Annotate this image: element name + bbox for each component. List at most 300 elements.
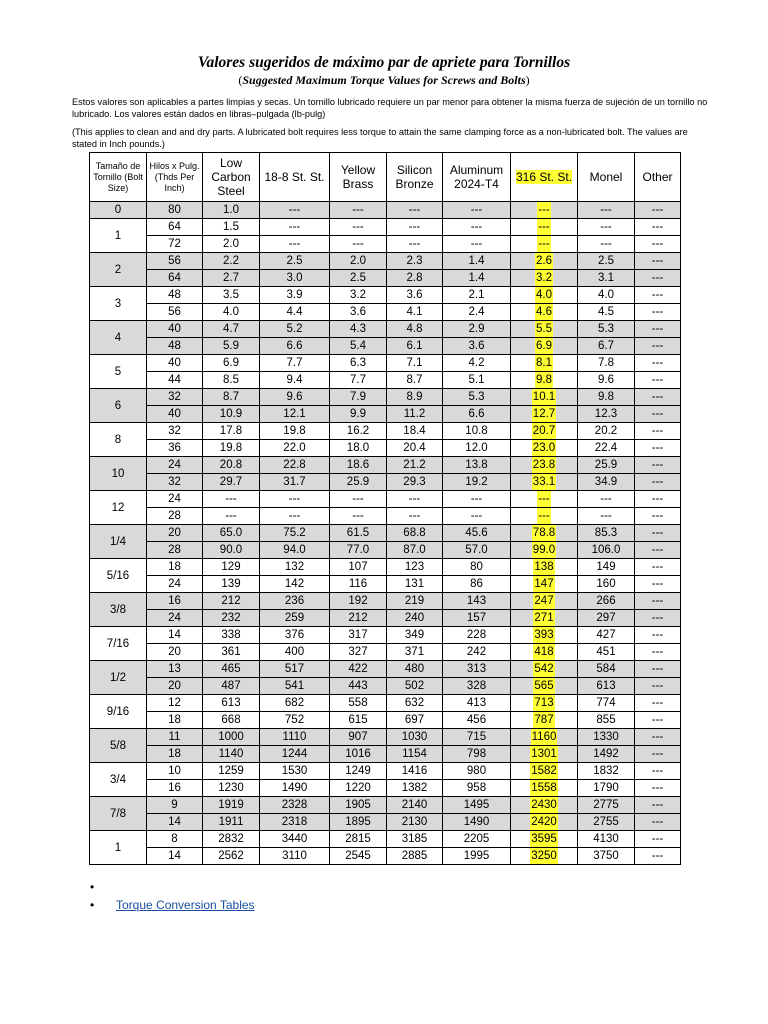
table-cell-316 <box>511 304 578 321</box>
table-cell: 77.0 <box>330 542 387 559</box>
bolt-size-cell: 8 <box>90 423 147 457</box>
table-cell-316 <box>511 661 578 678</box>
table-cell: 116 <box>330 576 387 593</box>
table-row <box>90 831 681 848</box>
table-row <box>90 780 681 797</box>
table-cell: 212 <box>330 610 387 627</box>
table-cell: 1030 <box>387 729 443 746</box>
threads-cell: 12 <box>147 695 203 712</box>
header-18-8-stainless: 18-8 St. St. <box>260 153 330 202</box>
table-cell: --- <box>635 661 681 678</box>
highlighted-value: 3.2 <box>536 272 552 284</box>
table-cell: --- <box>635 644 681 661</box>
threads-cell: 18 <box>147 746 203 763</box>
table-cell: 19.8 <box>203 440 260 457</box>
table-cell: 2130 <box>387 814 443 831</box>
table-cell: 2885 <box>387 848 443 865</box>
threads-cell: 28 <box>147 542 203 559</box>
table-cell: 21.2 <box>387 457 443 474</box>
table-cell: 451 <box>578 644 635 661</box>
table-cell: 1016 <box>330 746 387 763</box>
table-cell: 2140 <box>387 797 443 814</box>
table-cell: 8.7 <box>203 389 260 406</box>
table-cell: --- <box>635 763 681 780</box>
threads-cell: 9 <box>147 797 203 814</box>
table-cell-316 <box>511 763 578 780</box>
table-cell: --- <box>635 729 681 746</box>
highlighted-value: 20.7 <box>532 425 556 437</box>
table-cell: 4.0 <box>203 304 260 321</box>
table-cell: 3185 <box>387 831 443 848</box>
table-cell-316 <box>511 831 578 848</box>
table-cell: --- <box>443 508 511 525</box>
threads-cell: 24 <box>147 576 203 593</box>
bolt-size-cell: 3/8 <box>90 593 147 627</box>
bolt-size-cell: 3/4 <box>90 763 147 797</box>
page-subtitle: (Suggested Maximum Torque Values for Screws and Bolts) <box>238 73 530 87</box>
highlighted-value: 138 <box>534 561 554 573</box>
table-cell: 29.3 <box>387 474 443 491</box>
table-cell: 9.8 <box>578 389 635 406</box>
table-cell: 1905 <box>330 797 387 814</box>
header-threads-per-inch: Hilos x Pulg. (Thds Per Inch) <box>147 153 203 202</box>
bolt-size-cell: 1/4 <box>90 525 147 559</box>
note-english: (This applies to clean and and dry parts. A lubricated bolt requires less torque to attain the same clamping force as a non-lubricated bolt. The values are stated in Inch pounds.) <box>72 127 688 150</box>
table-cell-316 <box>511 780 578 797</box>
table-cell: 10.8 <box>443 423 511 440</box>
table-cell: 25.9 <box>578 457 635 474</box>
highlighted-value: 271 <box>534 612 554 624</box>
table-cell: 19.2 <box>443 474 511 491</box>
table-cell: 4.4 <box>260 304 330 321</box>
table-cell: 143 <box>443 593 511 610</box>
threads-cell: 20 <box>147 678 203 695</box>
highlighted-value: 247 <box>534 595 554 607</box>
table-cell: --- <box>443 202 511 219</box>
table-row <box>90 236 681 253</box>
highlighted-value: 3595 <box>531 833 557 845</box>
table-row <box>90 287 681 304</box>
table-cell: 2.9 <box>443 321 511 338</box>
table-cell-316 <box>511 236 578 253</box>
table-cell: 9.9 <box>330 406 387 423</box>
table-cell: 7.8 <box>578 355 635 372</box>
table-cell: --- <box>635 270 681 287</box>
table-cell: 157 <box>443 610 511 627</box>
table-cell: 427 <box>578 627 635 644</box>
table-cell: --- <box>635 406 681 423</box>
table-cell: 376 <box>260 627 330 644</box>
table-cell: 192 <box>330 593 387 610</box>
table-cell: 106.0 <box>578 542 635 559</box>
threads-cell: 14 <box>147 848 203 865</box>
table-cell: 2832 <box>203 831 260 848</box>
table-cell: --- <box>635 355 681 372</box>
bolt-size-cell: 12 <box>90 491 147 525</box>
table-cell: 94.0 <box>260 542 330 559</box>
table-cell: --- <box>387 236 443 253</box>
torque-conversion-link[interactable]: Torque Conversion Tables <box>116 898 255 912</box>
table-cell: 236 <box>260 593 330 610</box>
table-row <box>90 457 681 474</box>
table-row <box>90 491 681 508</box>
table-header-row <box>90 153 681 202</box>
header-aluminum: Aluminum 2024-T4 <box>443 153 511 202</box>
table-cell: 75.2 <box>260 525 330 542</box>
table-cell: --- <box>443 491 511 508</box>
table-row <box>90 848 681 865</box>
table-cell: 1244 <box>260 746 330 763</box>
table-cell: 3.2 <box>330 287 387 304</box>
table-cell: 57.0 <box>443 542 511 559</box>
bolt-size-cell: 9/16 <box>90 695 147 729</box>
table-cell: --- <box>387 219 443 236</box>
table-cell: --- <box>635 627 681 644</box>
bolt-size-cell: 1 <box>90 831 147 865</box>
table-cell: 5.9 <box>203 338 260 355</box>
table-cell: 907 <box>330 729 387 746</box>
table-cell: 8.7 <box>387 372 443 389</box>
highlighted-value: 9.8 <box>536 374 552 386</box>
bolt-size-cell: 1/2 <box>90 661 147 695</box>
table-cell: --- <box>635 746 681 763</box>
highlighted-value: 1160 <box>531 731 557 743</box>
table-cell-316 <box>511 559 578 576</box>
highlighted-value: 418 <box>534 646 554 658</box>
table-cell: --- <box>578 491 635 508</box>
table-cell: --- <box>330 219 387 236</box>
table-cell: --- <box>635 848 681 865</box>
table-cell: 798 <box>443 746 511 763</box>
table-cell: 682 <box>260 695 330 712</box>
table-cell: 4.2 <box>443 355 511 372</box>
table-cell: 31.7 <box>260 474 330 491</box>
table-cell: 413 <box>443 695 511 712</box>
highlighted-value: 1301 <box>531 748 557 760</box>
table-row <box>90 627 681 644</box>
table-cell: 584 <box>578 661 635 678</box>
table-cell: --- <box>635 678 681 695</box>
table-cell-316 <box>511 287 578 304</box>
table-cell: 3440 <box>260 831 330 848</box>
threads-cell: 8 <box>147 831 203 848</box>
highlighted-value: --- <box>538 204 550 216</box>
table-body <box>90 202 681 865</box>
table-cell-316 <box>511 457 578 474</box>
table-cell: 6.1 <box>387 338 443 355</box>
table-cell: 5.4 <box>330 338 387 355</box>
table-cell-316 <box>511 593 578 610</box>
table-cell: --- <box>635 491 681 508</box>
bolt-size-cell: 7/16 <box>90 627 147 661</box>
threads-cell: 72 <box>147 236 203 253</box>
table-cell-316 <box>511 797 578 814</box>
table-cell-316 <box>511 491 578 508</box>
table-cell: 142 <box>260 576 330 593</box>
table-cell: --- <box>635 780 681 797</box>
highlighted-value: --- <box>538 238 550 250</box>
table-cell: 12.3 <box>578 406 635 423</box>
table-cell: 65.0 <box>203 525 260 542</box>
torque-table <box>89 152 681 865</box>
table-cell: 1911 <box>203 814 260 831</box>
highlighted-value: --- <box>538 510 550 522</box>
table-cell-316 <box>511 712 578 729</box>
table-row <box>90 576 681 593</box>
table-cell: 697 <box>387 712 443 729</box>
bolt-size-cell: 0 <box>90 202 147 219</box>
header-yellow-brass: Yellow Brass <box>330 153 387 202</box>
bolt-size-cell: 2 <box>90 253 147 287</box>
highlighted-value: 542 <box>534 663 554 675</box>
table-cell: --- <box>387 491 443 508</box>
highlighted-value: 787 <box>534 714 554 726</box>
threads-cell: 40 <box>147 321 203 338</box>
table-cell: --- <box>387 508 443 525</box>
table-cell: 139 <box>203 576 260 593</box>
table-cell: 85.3 <box>578 525 635 542</box>
highlighted-value: 6.9 <box>536 340 552 352</box>
table-cell-316 <box>511 202 578 219</box>
table-cell: 12.1 <box>260 406 330 423</box>
bolt-size-cell: 10 <box>90 457 147 491</box>
table-row <box>90 474 681 491</box>
table-cell-316 <box>511 338 578 355</box>
table-cell: 2.0 <box>203 236 260 253</box>
highlighted-value: 33.1 <box>532 476 556 488</box>
table-cell: 1490 <box>260 780 330 797</box>
table-cell: 7.7 <box>260 355 330 372</box>
threads-cell: 14 <box>147 627 203 644</box>
table-row <box>90 219 681 236</box>
table-cell: 1000 <box>203 729 260 746</box>
table-cell: --- <box>635 695 681 712</box>
highlighted-value: 147 <box>534 578 554 590</box>
threads-cell: 80 <box>147 202 203 219</box>
table-row <box>90 304 681 321</box>
table-cell-316 <box>511 355 578 372</box>
table-cell: 87.0 <box>387 542 443 559</box>
table-cell-316 <box>511 729 578 746</box>
table-cell-316 <box>511 219 578 236</box>
threads-cell: 18 <box>147 712 203 729</box>
table-cell-316 <box>511 372 578 389</box>
table-cell: --- <box>635 287 681 304</box>
table-cell-316 <box>511 389 578 406</box>
table-cell: 361 <box>203 644 260 661</box>
table-cell: 317 <box>330 627 387 644</box>
table-cell: 9.6 <box>578 372 635 389</box>
table-cell: 3110 <box>260 848 330 865</box>
table-row <box>90 440 681 457</box>
table-cell: 632 <box>387 695 443 712</box>
table-cell-316 <box>511 848 578 865</box>
table-cell: 160 <box>578 576 635 593</box>
highlighted-value: 23.8 <box>532 459 556 471</box>
table-cell: 123 <box>387 559 443 576</box>
table-row <box>90 610 681 627</box>
table-cell: 2755 <box>578 814 635 831</box>
table-cell: 228 <box>443 627 511 644</box>
highlighted-value: 393 <box>534 629 554 641</box>
table-cell: 2328 <box>260 797 330 814</box>
highlighted-value: 565 <box>534 680 554 692</box>
table-cell: 1.4 <box>443 270 511 287</box>
table-cell: --- <box>635 202 681 219</box>
table-cell: 517 <box>260 661 330 678</box>
table-cell: 2815 <box>330 831 387 848</box>
table-cell-316 <box>511 508 578 525</box>
highlighted-value: 3250 <box>531 850 557 862</box>
highlighted-value: 99.0 <box>532 544 556 556</box>
table-cell: 1.5 <box>203 219 260 236</box>
table-cell: --- <box>635 423 681 440</box>
table-cell: --- <box>330 202 387 219</box>
table-cell: --- <box>635 474 681 491</box>
highlighted-value: --- <box>538 221 550 233</box>
highlighted-value: 12.7 <box>532 408 556 420</box>
threads-cell: 16 <box>147 593 203 610</box>
threads-cell: 13 <box>147 661 203 678</box>
threads-cell: 44 <box>147 372 203 389</box>
table-cell: 10.9 <box>203 406 260 423</box>
table-row <box>90 729 681 746</box>
table-cell: 266 <box>578 593 635 610</box>
table-cell: 12.0 <box>443 440 511 457</box>
threads-cell: 36 <box>147 440 203 457</box>
header-bolt-size: Tamaño de Tornillo (Bolt Size) <box>90 153 147 202</box>
table-cell: --- <box>330 236 387 253</box>
threads-cell: 20 <box>147 525 203 542</box>
threads-cell: 18 <box>147 559 203 576</box>
table-cell: --- <box>203 491 260 508</box>
table-cell: 3.6 <box>387 287 443 304</box>
table-cell: 61.5 <box>330 525 387 542</box>
threads-cell: 64 <box>147 219 203 236</box>
table-cell: 3750 <box>578 848 635 865</box>
table-cell: --- <box>635 457 681 474</box>
table-cell: 5.3 <box>578 321 635 338</box>
table-cell: 1919 <box>203 797 260 814</box>
table-row <box>90 355 681 372</box>
table-cell: --- <box>260 491 330 508</box>
table-cell: 487 <box>203 678 260 695</box>
table-cell: 1492 <box>578 746 635 763</box>
table-cell: --- <box>635 508 681 525</box>
table-cell: 18.4 <box>387 423 443 440</box>
table-cell: 2.2 <box>203 253 260 270</box>
table-cell: --- <box>635 559 681 576</box>
bolt-size-cell: 1 <box>90 219 147 253</box>
table-cell: 338 <box>203 627 260 644</box>
table-cell: 422 <box>330 661 387 678</box>
table-cell: 2.3 <box>387 253 443 270</box>
table-cell-316 <box>511 525 578 542</box>
table-cell-316 <box>511 746 578 763</box>
bolt-size-cell: 3 <box>90 287 147 321</box>
table-cell: 4.5 <box>578 304 635 321</box>
threads-cell: 56 <box>147 253 203 270</box>
table-cell: 7.1 <box>387 355 443 372</box>
table-cell: --- <box>635 525 681 542</box>
table-cell: 328 <box>443 678 511 695</box>
bolt-size-cell: 6 <box>90 389 147 423</box>
table-cell: 4.8 <box>387 321 443 338</box>
table-row <box>90 695 681 712</box>
table-cell: 1.4 <box>443 253 511 270</box>
table-cell: 80 <box>443 559 511 576</box>
table-row <box>90 678 681 695</box>
table-cell: 1832 <box>578 763 635 780</box>
table-cell: --- <box>387 202 443 219</box>
threads-cell: 28 <box>147 508 203 525</box>
table-cell: 1220 <box>330 780 387 797</box>
table-cell: 6.7 <box>578 338 635 355</box>
table-cell: 149 <box>578 559 635 576</box>
table-cell: 16.2 <box>330 423 387 440</box>
highlighted-value: 2430 <box>531 799 557 811</box>
table-cell: --- <box>635 831 681 848</box>
table-row <box>90 746 681 763</box>
table-cell: 4.1 <box>387 304 443 321</box>
highlighted-value: 8.1 <box>536 357 552 369</box>
highlighted-value: 1582 <box>531 765 557 777</box>
highlighted-value: 78.8 <box>532 527 556 539</box>
table-cell: --- <box>578 219 635 236</box>
table-cell: 4.3 <box>330 321 387 338</box>
bolt-size-cell: 5 <box>90 355 147 389</box>
table-cell: 2775 <box>578 797 635 814</box>
table-cell-316 <box>511 321 578 338</box>
table-cell: --- <box>635 542 681 559</box>
table-cell: 3.6 <box>330 304 387 321</box>
table-cell: 22.4 <box>578 440 635 457</box>
table-cell: 4130 <box>578 831 635 848</box>
table-cell: --- <box>635 576 681 593</box>
table-cell: --- <box>635 389 681 406</box>
table-cell: 1259 <box>203 763 260 780</box>
highlighted-value: 713 <box>534 697 554 709</box>
table-cell: 1249 <box>330 763 387 780</box>
table-cell: 6.6 <box>260 338 330 355</box>
table-cell: 958 <box>443 780 511 797</box>
table-cell: 443 <box>330 678 387 695</box>
table-cell: 3.1 <box>578 270 635 287</box>
threads-cell: 40 <box>147 355 203 372</box>
header-316-stainless <box>511 153 578 202</box>
table-cell: 2.8 <box>387 270 443 287</box>
table-row <box>90 389 681 406</box>
table-cell: 20.2 <box>578 423 635 440</box>
table-cell: 480 <box>387 661 443 678</box>
table-cell: 1.0 <box>203 202 260 219</box>
table-cell-316 <box>511 542 578 559</box>
table-cell-316 <box>511 644 578 661</box>
table-cell: 34.9 <box>578 474 635 491</box>
highlighted-value: 1558 <box>531 782 557 794</box>
table-cell: 668 <box>203 712 260 729</box>
table-row <box>90 423 681 440</box>
table-cell: 232 <box>203 610 260 627</box>
table-cell: --- <box>330 508 387 525</box>
table-cell: 1330 <box>578 729 635 746</box>
table-cell: 371 <box>387 644 443 661</box>
table-cell: 2545 <box>330 848 387 865</box>
threads-cell: 24 <box>147 610 203 627</box>
threads-cell: 32 <box>147 474 203 491</box>
table-cell: --- <box>260 508 330 525</box>
bolt-size-cell: 4 <box>90 321 147 355</box>
